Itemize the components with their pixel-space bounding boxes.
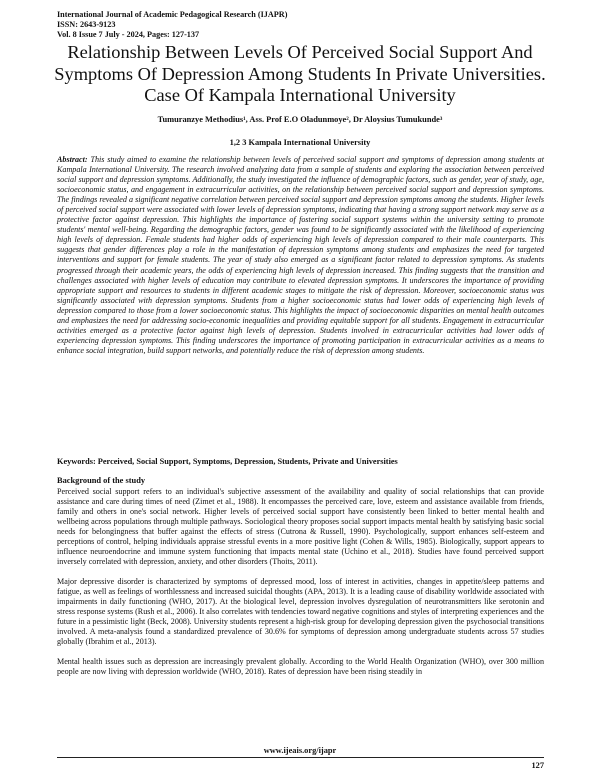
- journal-name: International Journal of Academic Pedagogical Research (IJAPR): [57, 10, 288, 19]
- page-number: 127: [531, 761, 544, 770]
- paragraph-1: Perceived social support refers to an individual's subjective assessment of the availability and quality of social relationships that can provide assistance and care during times of need (Zimet et al., 1988). It encompasses the perceived care, love, esteem and assistance available from friends, family and others in one's social network. Higher levels of perceived social support have consistently been linked to better mental health and wellbeing across populations through multiple pathways. Sociological theory proposes social support impacts mental health by satisfying basic social needs for belongingness that buffer against the effects of stress (Cutrona & Russell, 1990). Psychologically, support enhances self-esteem and perceptions of control, helping individuals appraise stressful events in a more positive light (Cohen & Wills, 1985). Biologically, support appears to influence neuroendocrine and immune system functioning that impacts mental state (Uchino et al., 2018). Studies have found perceived support inversely correlated with depression, anxiety, and other disorders (Thoits, 2011).: [57, 486, 544, 566]
- paragraph-3: Mental health issues such as depression are increasingly prevalent globally. According to the World Health Organization (WHO), over 300 million people are now living with depression worldwide (WHO, 2018). Rates of depression have been rising steadily in: [57, 657, 544, 677]
- section-heading: Background of the study: [57, 476, 146, 485]
- paper-affiliation: 1,2 3 Kampala International University: [229, 138, 371, 147]
- abstract: [57, 155, 544, 356]
- footer-url[interactable]: www.ijeais.org/ijapr: [263, 746, 337, 755]
- journal-volume: Vol. 8 Issue 7 July - 2024, Pages: 127-137: [57, 30, 200, 39]
- journal-header: [57, 10, 287, 40]
- keywords: Keywords: Perceived, Social Support, Symptoms, Depression, Students, Private and Universities: [57, 457, 398, 466]
- journal-issn: ISSN: 2643-9123: [57, 20, 116, 29]
- abstract-label: Abstract:: [57, 155, 88, 164]
- footer-divider: [57, 757, 544, 758]
- background-section: [57, 476, 544, 687]
- paper-title: Relationship Between Levels Of Perceived Social Support And Symptoms Of Depression Among Students In Private Universities. Case Of Kampala International University: [54, 42, 546, 105]
- paragraph-2: Major depressive disorder is characterized by symptoms of depressed mood, loss of interest in activities, changes in appetite/sleep patterns and fatigue, as well as feelings of worthlessness and increased suicidal thoughts (APA, 2013). It is a leading cause of disability worldwide associated with impairments in daily functioning (WHO, 2017). At the biological level, depression involves dysregulation of neurotransmitters like serotonin and stress response systems (Rush et al., 2006). It also correlates with tendencies toward negative cognitions and styles of interpreting experiences and the future in a pessimistic light (Beck, 2008). University students represent a high-risk group for developing depression given the psychosocial transitions involved. A meta-analysis found a standardized prevalence of 30.6% for symptoms of depression among undergraduate students across 57 studies globally (Ibrahim et al., 2013).: [57, 576, 544, 647]
- paper-authors: Tumuranzye Methodius¹, Ass. Prof E.O Oladunmoye², Dr Aloysius Tumukunde³: [157, 115, 443, 124]
- abstract-text: This study aimed to examine the relationship between levels of perceived social support and symptoms of depression among students at Kampala International University. The research involved analyzing data from a sample of students and exploring the association between perceived social support and depression symptoms. Additionally, the study investigated the influence of demographic factors, such as gender, year of study, age, socioeconomic status, and engagement in extracurricular activities, on the relationship between perceived social support and depression symptoms. The findings revealed a significant negative correlation between perceived social support and depression symptoms among the students. Higher levels of perceived social support were associated with lower levels of depression symptoms, indicating that having a strong support network may serve as a protective factor against depression. This highlights the importance of fostering social support systems within the university setting to promote students' mental well-being. Regarding the demographic factors, gender was found to be significantly associated with the likelihood of experiencing high levels of depression. Female students had higher odds of experiencing high levels of depression compared to their male counterparts. This suggests that gender differences play a role in the manifestation of depression symptoms among students and emphasizes the need for targeted interventions and support for female students. The year of study also emerged as a significant factor related to depression symptoms. As students progressed through their academic years, the odds of experiencing high levels of depression increased. This finding suggests that the transition and challenges associated with higher levels of education may contribute to elevated depression symptoms. It underscores the importance of providing appropriate support and resources to students in different academic stages to mitigate the risk of depression. Moreover, socioeconomic status was significantly associated with depression symptoms. Students from a higher socioeconomic status had lower odds of experiencing high levels of depression compared to those from a lower socioeconomic status. This highlights the impact of socioeconomic disparities on mental health outcomes and emphasizes the need for addressing socio-economic inequalities and providing equitable support for all students. Engagement in extracurricular activities emerged as a protective factor against high levels of depression. Students involved in extracurricular activities had lower odds of experiencing depression symptoms. This finding underscores the importance of promoting participation in extracurricular activities as a means to enhance social integration, build support networks, and potentially reduce the risk of depression among students.: [57, 155, 544, 355]
